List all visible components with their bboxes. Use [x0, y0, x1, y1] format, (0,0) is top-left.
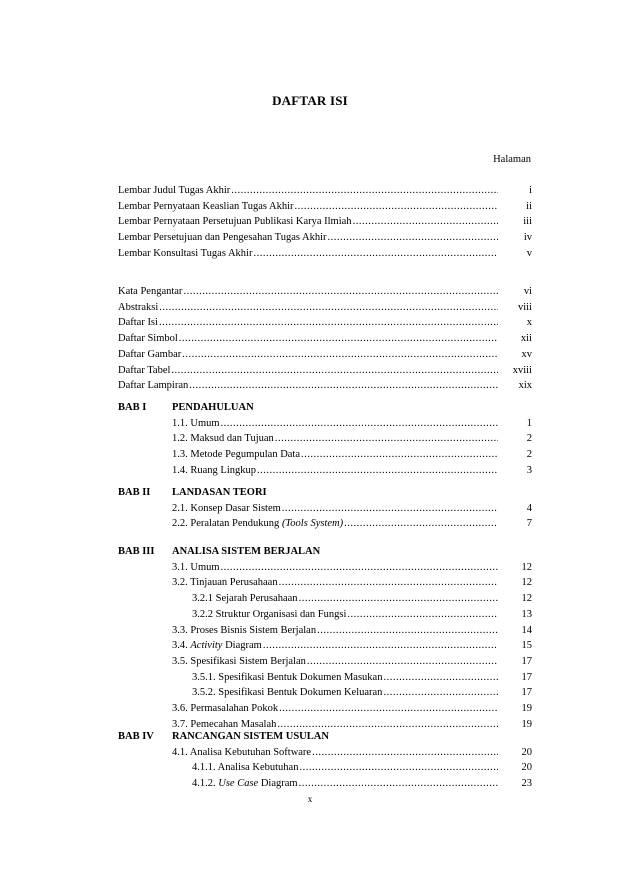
halaman-header: Halaman [493, 154, 531, 165]
toc-page-number: iv [523, 232, 532, 244]
toc-entry-label: Lembar Pernyataan Persetujuan Publikasi Karya Ilmiah [118, 216, 352, 228]
toc-entry [118, 378, 532, 393]
toc-subsection [192, 607, 532, 622]
toc-section [172, 447, 532, 462]
dot-leader [301, 447, 498, 462]
toc-page-number: 17 [521, 687, 532, 699]
toc-entry [118, 284, 532, 299]
toc-entry-label: 2.2. Peralatan Pendukung (Tools System) [172, 518, 344, 530]
toc-entry [118, 363, 532, 378]
toc-page-number: 12 [521, 577, 532, 589]
chapter-title: PENDAHULUAN [172, 402, 254, 413]
toc-section [172, 745, 532, 760]
toc-section [172, 416, 532, 431]
toc-entry-label: Lembar Pernyataan Keaslian Tugas Akhir [118, 200, 294, 212]
dot-leader [159, 300, 498, 315]
toc-entry [118, 331, 532, 346]
toc-entry-label: 4.1.2. Use Case Diagram [192, 778, 298, 790]
chapter-number: BAB IV [118, 731, 154, 742]
footer-page-number: x [307, 794, 313, 804]
toc-page-number: 20 [521, 746, 532, 758]
dot-leader [257, 463, 498, 478]
chapter-heading [118, 485, 532, 500]
chapter-number: BAB III [118, 546, 155, 557]
toc-entry-label: 3.5.2. Spesifikasi Bentuk Dokumen Keluaran [192, 687, 383, 699]
toc-page-number: iii [523, 216, 532, 228]
dot-leader [317, 623, 498, 638]
toc-section [172, 431, 532, 446]
toc-page-number: viii [517, 301, 532, 313]
toc-entry-label: 3.2. Tinjauan Perusahaan [172, 577, 278, 589]
dot-leader [221, 416, 498, 431]
toc-page-number: 17 [521, 671, 532, 683]
toc-section [172, 654, 532, 669]
toc-page-number: xviii [512, 364, 532, 376]
toc-page-number: i [529, 185, 532, 196]
toc-section [172, 501, 532, 516]
chapter-number: BAB I [118, 402, 147, 413]
toc-entry [118, 230, 532, 245]
toc-subsection [192, 776, 532, 791]
dot-leader [275, 431, 498, 446]
toc-entry-label: Daftar Lampiran [118, 380, 189, 392]
toc-page-number: 19 [521, 703, 532, 714]
toc-entry [118, 214, 532, 229]
dot-leader [253, 246, 498, 261]
dot-leader [279, 701, 498, 716]
toc-section [172, 560, 532, 575]
toc-page-number: 3 [526, 464, 532, 476]
chapter-number: BAB II [118, 487, 151, 498]
dot-leader [328, 230, 498, 245]
toc-entry-label: 3.5.1. Spesifikasi Bentuk Dokumen Masukan [192, 671, 383, 683]
toc-entry-label: 1.1. Umum [172, 417, 220, 429]
toc-entry-label: 1.3. Metode Pegumpulan Data [172, 449, 301, 461]
toc-entry [118, 300, 532, 315]
toc-page-number: 1 [526, 417, 532, 429]
dot-leader [307, 654, 498, 669]
dot-leader [312, 745, 498, 760]
toc-entry [118, 246, 532, 261]
toc-entry-label: 4.1.1. Analisa Kebutuhan [192, 762, 299, 774]
toc-page-number: xii [520, 333, 532, 345]
toc-page-number: 12 [521, 593, 532, 605]
dot-leader [179, 331, 498, 346]
toc-subsection [192, 591, 532, 606]
toc-entry-label: 3.2.1 Sejarah Perusahaan [192, 593, 298, 605]
chapter-title: ANALISA SISTEM BERJALAN [172, 546, 321, 557]
toc-page-number: vi [523, 286, 532, 297]
toc-entry [118, 199, 532, 214]
dot-leader [344, 516, 498, 531]
toc-entry-label: 1.2. Maksud dan Tujuan [172, 433, 274, 445]
toc-entry-label: 3.5. Spesifikasi Sistem Berjalan [172, 655, 306, 667]
page-title: DAFTAR ISI [272, 93, 348, 108]
toc-section [172, 516, 532, 531]
toc-page-number: 7 [526, 518, 532, 530]
toc-entry-label: Daftar Tabel [118, 364, 171, 376]
toc-subsection [192, 670, 532, 685]
toc-page-number: xv [521, 348, 532, 360]
toc-page-number: 19 [521, 718, 532, 730]
toc-entry [118, 347, 532, 362]
dot-leader [221, 560, 498, 575]
toc-entry-label: Daftar Gambar [118, 348, 182, 360]
toc-entry-label: 3.7. Pemecahan Masalah [172, 718, 277, 730]
toc-entry-label: Abstraksi [118, 301, 159, 313]
dot-leader [171, 363, 498, 378]
toc-page-number: ii [526, 200, 532, 212]
dot-leader [299, 591, 498, 606]
toc-entry-label: Kata Pengantar [118, 286, 183, 297]
toc-page-number: v [526, 247, 532, 259]
toc-page-number: 4 [526, 502, 532, 514]
toc-page-number: 2 [526, 449, 532, 461]
toc-section [172, 623, 532, 638]
toc-entry-label: 3.1. Umum [172, 561, 220, 573]
toc-page-number: 17 [521, 655, 532, 667]
toc-entry-label: Lembar Persetujuan dan Pengesahan Tugas Akhir [118, 232, 327, 244]
dot-leader [383, 685, 498, 700]
toc-entry-label: 3.6. Permasalahan Pokok [172, 703, 279, 714]
dot-leader [159, 315, 498, 330]
toc-page-number: 15 [521, 640, 532, 652]
toc-section [172, 701, 532, 716]
chapter-title: LANDASAN TEORI [172, 487, 267, 498]
dot-leader [295, 199, 498, 214]
toc-entry-label: 1.4. Ruang Lingkup [172, 464, 256, 476]
toc-page-number: 20 [521, 762, 532, 774]
toc-entry-label: Daftar Simbol [118, 333, 178, 345]
toc-entry-label: 4.1. Analisa Kebutuhan Software [172, 746, 312, 758]
dot-leader [383, 670, 498, 685]
toc-entry-label: 3.4. Activity Diagram [172, 640, 262, 652]
toc-entry-label: Lembar Konsultasi Tugas Akhir [118, 247, 253, 259]
toc-page-number: 12 [521, 561, 532, 573]
toc-page-number: 23 [521, 778, 532, 790]
toc-section [172, 463, 532, 478]
toc-page-number: xix [518, 380, 532, 392]
toc-page-number: 14 [521, 624, 532, 636]
toc-entry-label: Daftar Isi [118, 317, 158, 329]
toc-entry-label: 2.1. Konsep Dasar Sistem [172, 502, 281, 514]
toc-entry [118, 183, 532, 198]
toc-entry-label: 3.2.2 Struktur Organisasi dan Fungsi [192, 608, 347, 620]
toc-page-number: 2 [526, 433, 532, 445]
dot-leader [299, 776, 498, 791]
dot-leader [231, 183, 498, 198]
chapter-title: RANCANGAN SISTEM USULAN [172, 731, 329, 742]
dot-leader [182, 347, 498, 362]
dot-leader [353, 214, 498, 229]
dot-leader [347, 607, 498, 622]
toc-subsection [192, 760, 532, 775]
toc-entry [118, 315, 532, 330]
toc-entry-label: Lembar Judul Tugas Akhir [118, 185, 231, 196]
dot-leader [282, 501, 498, 516]
chapter-heading [118, 729, 532, 744]
toc-entry-label: 3.3. Proses Bisnis Sistem Berjalan [172, 624, 317, 636]
toc-section [172, 575, 532, 590]
toc-page-number: x [526, 317, 532, 329]
dot-leader [279, 575, 498, 590]
chapter-heading [118, 400, 532, 415]
toc-section [172, 638, 532, 653]
chapter-heading [118, 544, 532, 559]
dot-leader [299, 760, 498, 775]
toc-page-number: 13 [521, 608, 532, 620]
toc-subsection [192, 685, 532, 700]
dot-leader [189, 378, 498, 393]
dot-leader [263, 638, 498, 653]
dot-leader [183, 284, 498, 299]
